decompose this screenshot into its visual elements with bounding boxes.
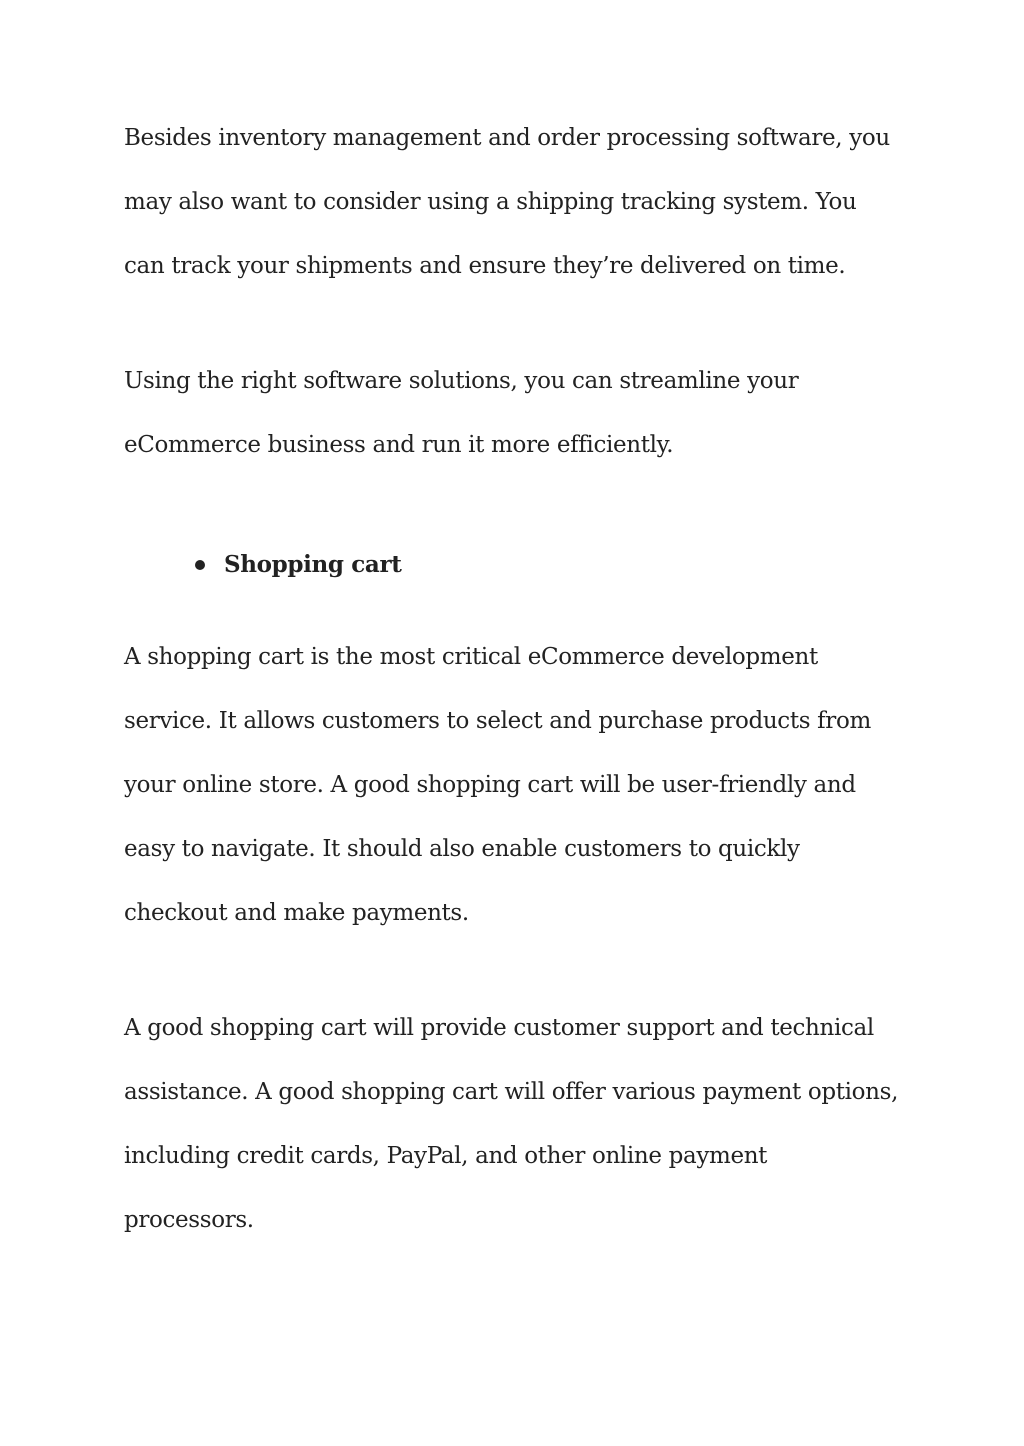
paragraph-line: may also want to consider using a shipping tracking system. You: [124, 189, 857, 215]
paragraph-line: including credit cards, PayPal, and other online payment: [124, 1143, 768, 1169]
paragraph-line: Using the right software solutions, you can streamline your: [124, 368, 799, 394]
paragraph-line: assistance. A good shopping cart will offer various payment options,: [124, 1079, 899, 1105]
bullet-icon: [195, 560, 205, 570]
bullet-item-shopping-cart: [195, 550, 402, 580]
paragraph-line: easy to navigate. It should also enable customers to quickly: [124, 836, 800, 862]
paragraph-line: can track your shipments and ensure they’re delivered on time.: [124, 253, 846, 279]
paragraph-line: Besides inventory management and order processing software, you: [124, 125, 890, 151]
bullet-label: Shopping cart: [224, 551, 402, 578]
paragraph-line: A shopping cart is the most critical eCommerce development: [124, 644, 818, 670]
paragraph-line: your online store. A good shopping cart will be user-friendly and: [124, 772, 856, 798]
paragraph-line: service. It allows customers to select and purchase products from: [124, 708, 871, 734]
paragraph-line: checkout and make payments.: [124, 900, 469, 926]
paragraph-line: eCommerce business and run it more efficiently.: [124, 432, 674, 458]
paragraph-line: A good shopping cart will provide customer support and technical: [124, 1015, 874, 1041]
paragraph-line: processors.: [124, 1207, 254, 1233]
